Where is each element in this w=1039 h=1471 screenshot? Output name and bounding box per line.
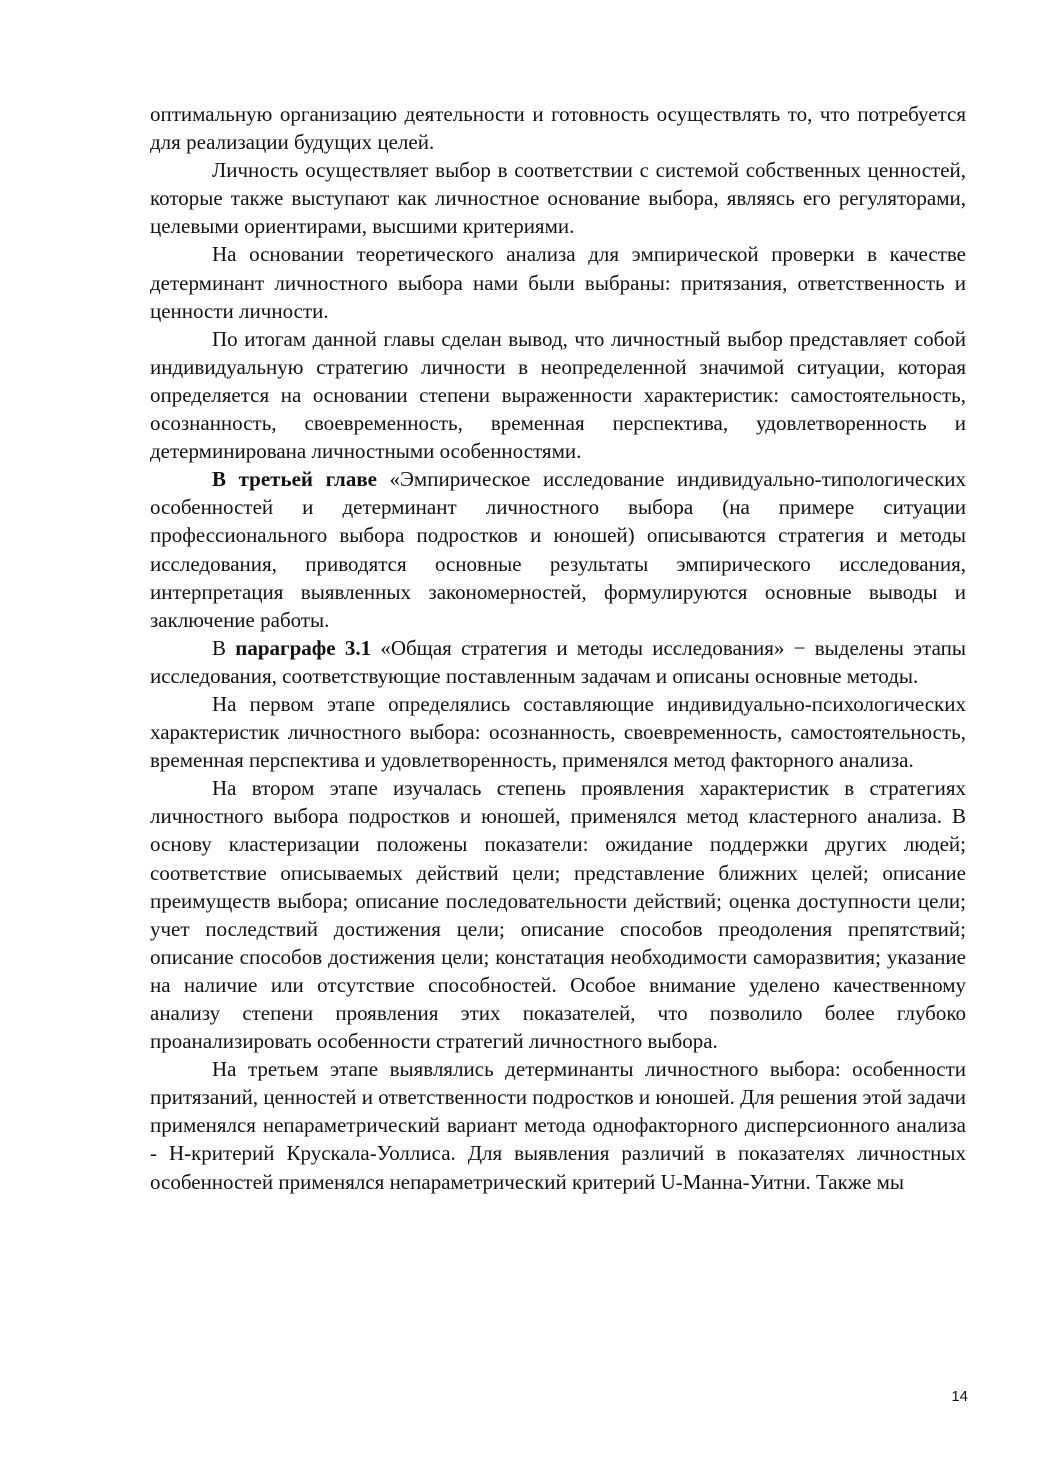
paragraph-9	[150, 1055, 966, 1195]
paragraph-1	[150, 100, 966, 156]
paragraph-4-text: По итогам данной главы сделан вывод, что личностный выбор представляет собой индивидуальную стратегию личности в неопределенной значимой ситуации, которая определяется на основании степени выраженности характеристик: самостоятельность, осознанность, своевременность, временная перспектива, удовлетворенность и детерминирована личностными особенностями.	[150, 326, 966, 464]
document-page	[150, 100, 966, 1196]
paragraph-2	[150, 156, 966, 240]
paragraph-5-text: «Эмпирическое исследование индивидуально-типологических особенностей и детерминант личностного выбора (на примере ситуации профессионального выбора подростков и юношей) описываются стратегия и методы исследования, приводятся основные результаты эмпирического исследования, интерпретация выявленных закономерностей, формулируются основные выводы и заключение работы.	[150, 467, 966, 632]
paragraph-3-text: На основании теоретического анализа для эмпирической проверки в качестве детерминант личностного выбора нами были выбраны: притязания, ответственность и ценности личности.	[150, 242, 966, 323]
paragraph-6-bold: параграфе 3.1	[235, 635, 372, 660]
paragraph-7-text: На первом этапе определялись составляющие индивидуально-психологических характеристик личностного выбора: осознанность, своевременность, самостоятельность, временная перспектива и удовлетворенность, применялся метод факторного анализа.	[150, 691, 966, 773]
paragraph-5	[150, 465, 966, 634]
paragraph-6	[150, 634, 966, 690]
paragraph-3	[150, 240, 966, 324]
paragraph-8	[150, 774, 966, 1055]
paragraph-9-text: На третьем этапе выявлялись детерминанты личностного выбора: особенности притязаний, ценностей и ответственности подростков и юношей. Для решения этой задачи применялся непараметрический вариант метода однофакторного дисперсионного анализа - H-критерий Крускала-Уоллиса. Для выявления различий в показателях личностных особенностей применялся непараметрический критерий U-Манна-Уитни. Также мы	[150, 1057, 966, 1194]
paragraph-2-text: Личность осуществляет выбор в соответствии с системой собственных ценностей, которые также выступают как личностное основание выбора, являясь его регуляторами, целевыми ориентирами, высшими критериями.	[150, 158, 966, 239]
paragraph-4	[150, 325, 966, 465]
paragraph-6-prefix: В	[212, 635, 236, 660]
paragraph-1-text: оптимальную организацию деятельности и готовность осуществлять то, что потребуется для реализации будущих целей.	[150, 102, 966, 155]
paragraph-7	[150, 690, 966, 774]
paragraph-8-text: На втором этапе изучалась степень проявления характеристик в стратегиях личностного выбора подростков и юношей, применялся метод кластерного анализа. В основу кластеризации положены показатели: ожидание поддержки других людей; соответствие описываемых действий цели; представление ближних целей; описание преимуществ выбора; описание последовательности действий; оценка доступности цели; учет последствий достижения цели; описание способов преодоления препятствий; описание способов достижения цели; констатация необходимости саморазвития; указание на наличие или отсутствие способностей. Особое внимание уделено качественному анализу степени проявления этих показателей, что позволило более глубоко проанализировать особенности стратегий личностного выбора.	[150, 776, 966, 1054]
page-number: 14	[951, 1388, 968, 1405]
paragraph-5-bold: В третьей главе	[212, 467, 377, 492]
paragraph-6-text: «Общая стратегия и методы исследования» − выделены этапы исследования, соответствующие поставленным задачам и описаны основные методы.	[150, 635, 966, 688]
